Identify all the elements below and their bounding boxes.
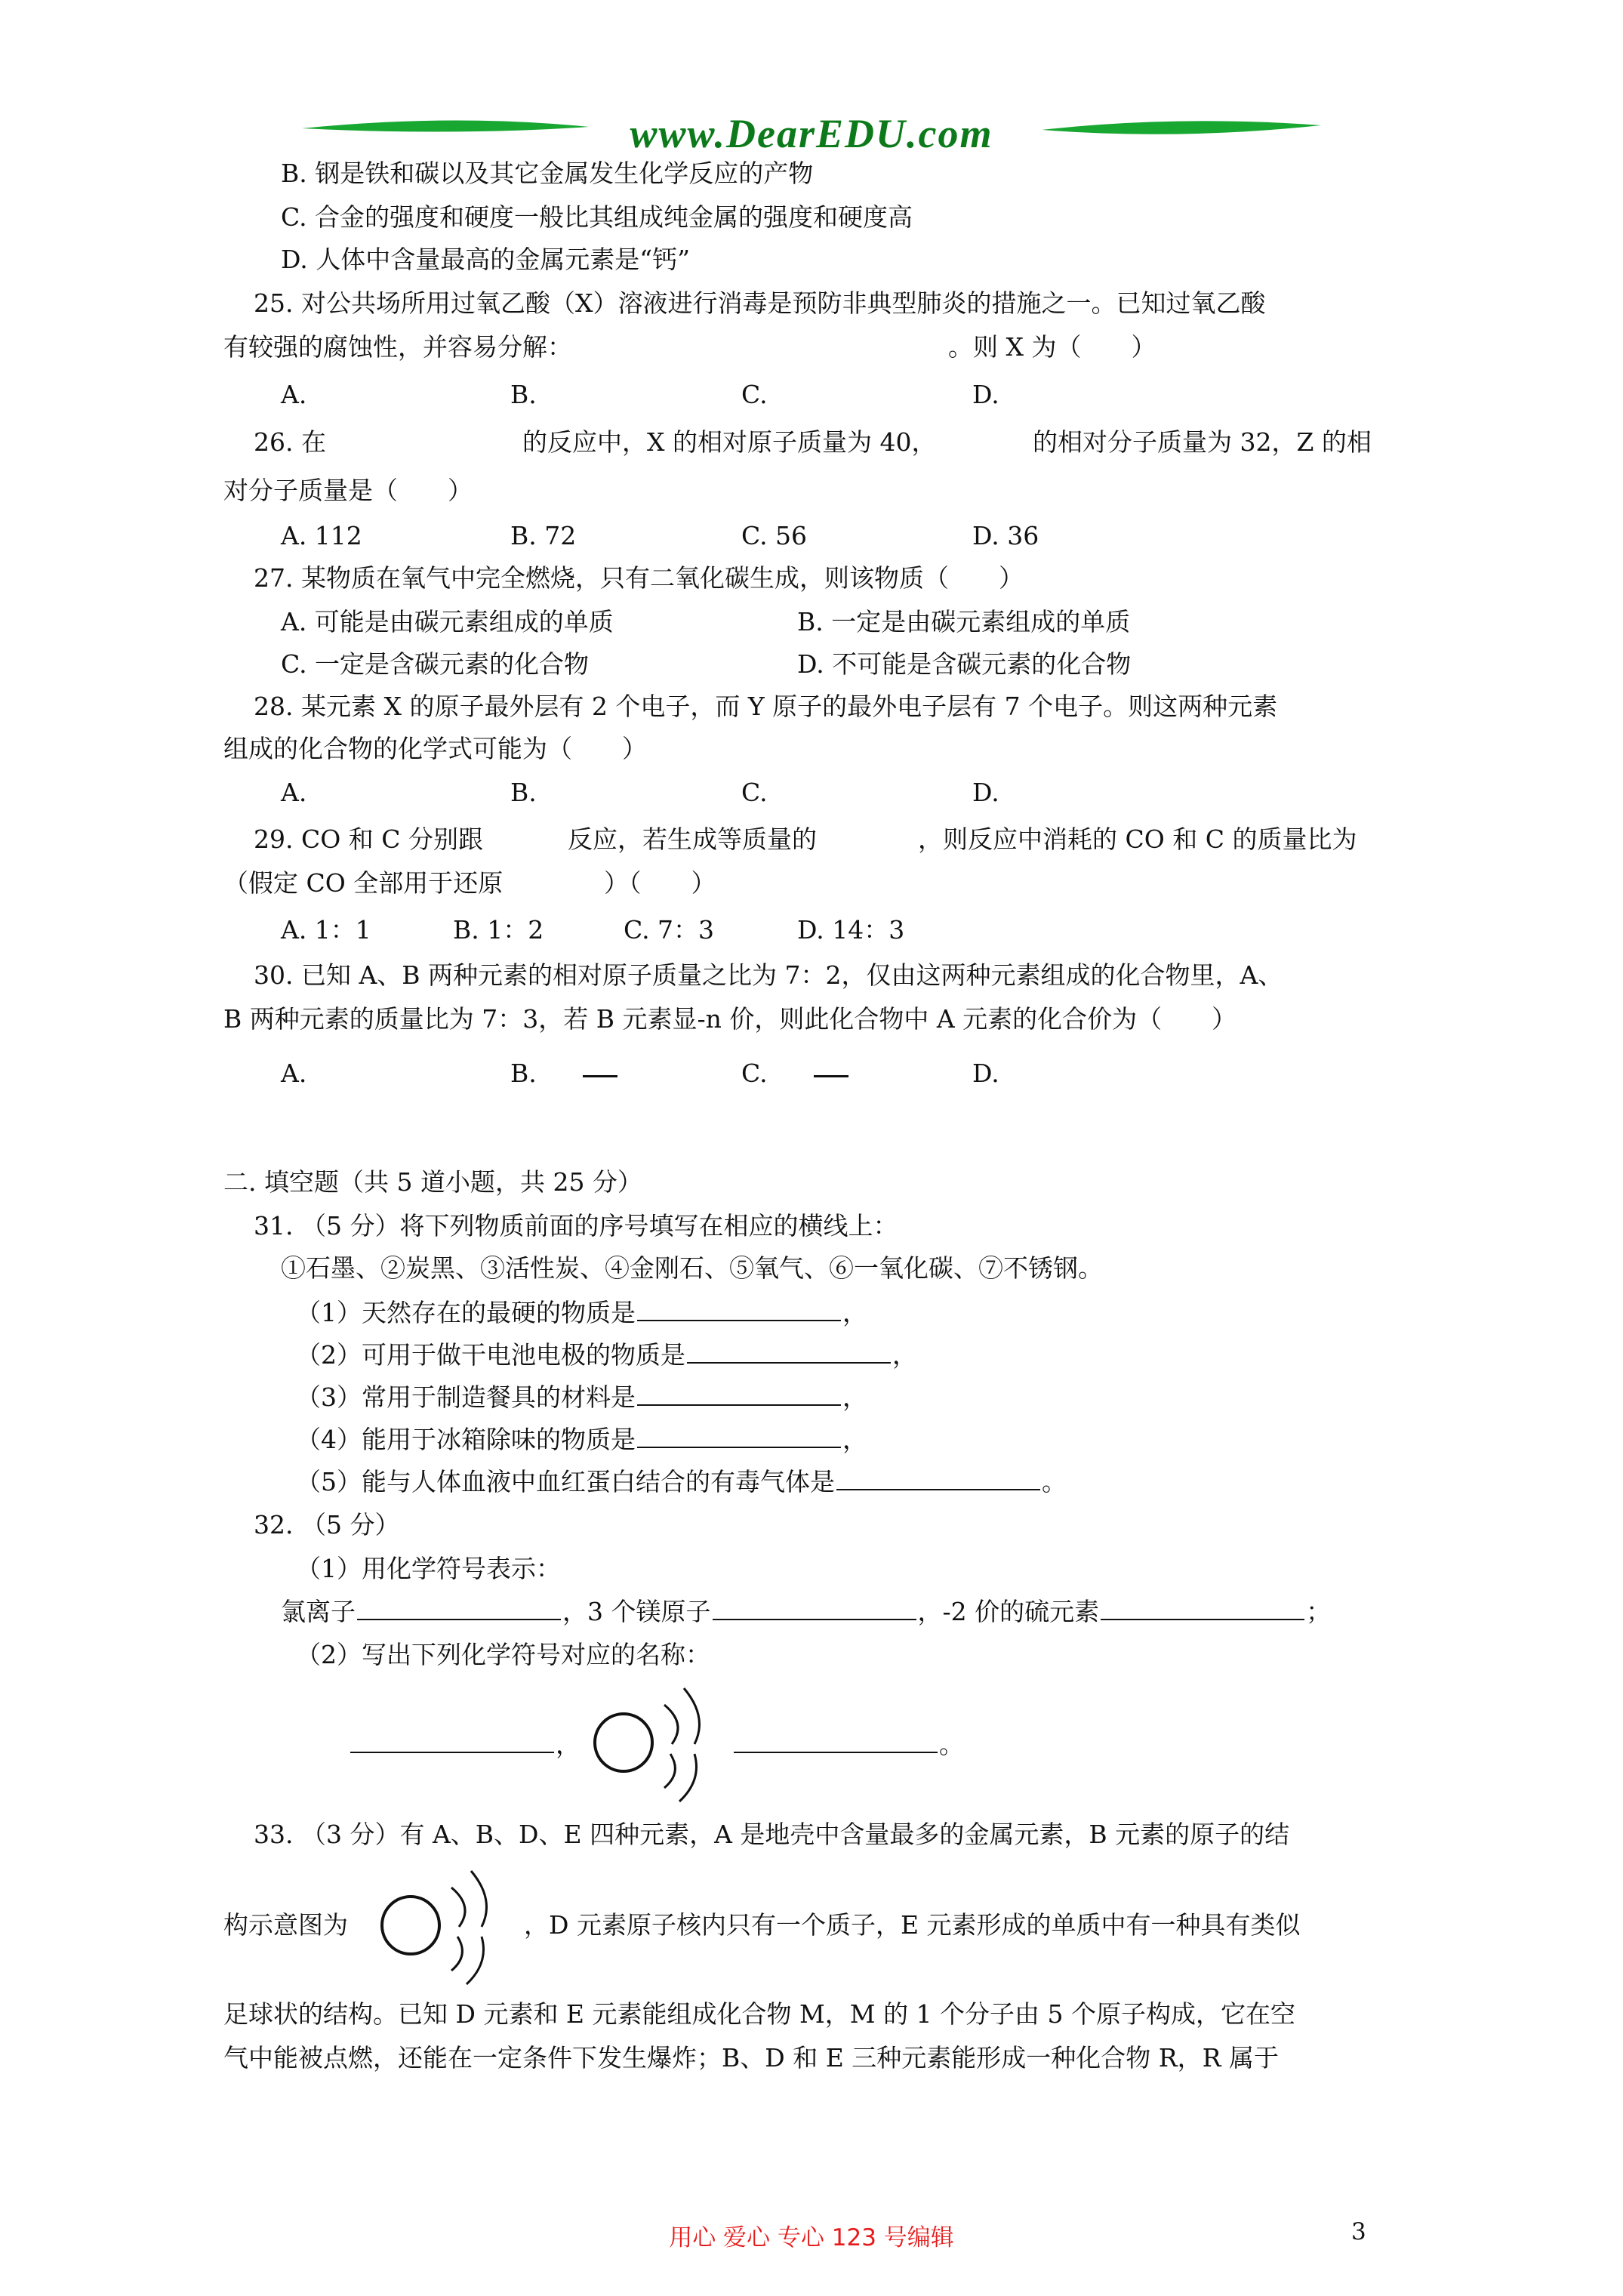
q33-line3: 足球状的结构。已知 D 元素和 E 元素能组成化合物 M，M 的 1 个分子由 5 个原子构成，它在空 — [223, 1999, 1296, 2029]
q29-part-a: 29. CO 和 C 分别跟 — [254, 824, 483, 854]
q25-line2-end: 。则 X 为（ ） — [948, 332, 1156, 362]
q33-line2-end: ，D 元素原子核内只有一个质子，E 元素形成的单质中有一种具有类似 — [524, 1910, 1301, 1940]
answer-blank[interactable] — [350, 1729, 554, 1753]
answer-blank[interactable] — [637, 1382, 841, 1406]
q29-part-c: ，则反应中消耗的 CO 和 C 的质量比为 — [918, 824, 1357, 854]
fraction-bar — [814, 1075, 848, 1077]
q30-option-d: D. — [972, 1059, 999, 1088]
footer-editor-note: 用心 爱心 专心 123 号编辑 — [669, 2224, 954, 2251]
q31-substance-list: ①石墨、②炭黑、③活性炭、④金刚石、⑤氧气、⑥一氧化碳、⑦不锈钢。 — [281, 1253, 1103, 1283]
q32-sub2: （2）写出下列化学符号对应的名称： — [296, 1640, 710, 1669]
q31-item-4: （4）能用于冰箱除味的物质是 ， — [296, 1425, 867, 1454]
q26-part-c: 的相对分子质量为 32，Z 的相 — [1033, 427, 1372, 457]
answer-blank[interactable] — [836, 1466, 1040, 1490]
q29-part-b: 反应，若生成等质量的 — [568, 824, 817, 854]
q32-sub1: （1）用化学符号表示： — [296, 1554, 561, 1583]
q25-option-d: D. — [972, 380, 999, 409]
q27-option-c: C. 一定是含碳元素的化合物 — [281, 649, 590, 679]
q28-line2: 组成的化合物的化学式可能为（ ） — [223, 734, 647, 763]
q26-option-b: B. 72 — [510, 521, 577, 550]
q32-name-line-2: 。 — [732, 1729, 964, 1760]
q31-item-1: （1）天然存在的最硬的物质是 ， — [296, 1298, 867, 1327]
q28-option-c: C. — [741, 778, 768, 807]
q27-option-b: B. 一定是由碳元素组成的单质 — [797, 607, 1131, 636]
q31-item-5: （5）能与人体血液中血红蛋白结合的有毒气体是 。 — [296, 1467, 1067, 1496]
q31-item-2: （2）可用于做干电池电极的物质是 ， — [296, 1340, 917, 1370]
q32-symbol-line: 氯离子 ，3 个镁原子 ，-2 价的硫元素 ； — [281, 1597, 1332, 1626]
q30-option-c: C. — [741, 1059, 768, 1088]
q29-part-d: （假定 CO 全部用于还原 — [223, 868, 504, 898]
q26-line2: 对分子质量是（ ） — [223, 476, 473, 505]
q26-part-b: 的反应中，X 的相对原子质量为 40， — [522, 427, 937, 457]
answer-blank[interactable] — [1101, 1596, 1304, 1620]
q24-option-d: D. 人体中含量最高的金属元素是“钙” — [281, 245, 691, 274]
answer-blank[interactable] — [687, 1339, 891, 1364]
page-number: 3 — [1351, 2218, 1366, 2245]
q25-line2-start: 有较强的腐蚀性，并容易分解： — [223, 332, 572, 362]
q26-option-a: A. 112 — [281, 521, 362, 550]
section-title: 二. 填空题（共 5 道小题，共 25 分） — [223, 1167, 642, 1197]
q33-line1: 33. （3 分）有 A、B、D、E 四种元素，A 是地壳中含量最多的金属元素，B 元素的原子的结 — [254, 1820, 1290, 1849]
atom-structure-diagram — [376, 1857, 519, 1993]
q29-option-b: B. 1：2 — [453, 915, 544, 945]
q28-option-b: B. — [510, 778, 537, 807]
q27-option-d: D. 不可能是含碳元素的化合物 — [797, 649, 1132, 679]
fraction-bar — [583, 1075, 617, 1077]
atom-structure-diagram — [589, 1675, 732, 1811]
q29-option-c: C. 7：3 — [624, 915, 715, 945]
q26-option-c: C. 56 — [741, 521, 808, 550]
q27-line1: 27. 某物质在氧气中完全燃烧，只有二氧化碳生成，则该物质（ ） — [254, 563, 1024, 593]
q30-line1: 30. 已知 A、B 两种元素的相对原子质量之比为 7：2，仅由这两种元素组成的化合物里，A、 — [254, 960, 1283, 990]
q30-line2: B 两种元素的质量比为 7：3，若 B 元素显-n 价，则此化合物中 A 元素的化合价为（ ） — [223, 1004, 1237, 1034]
q26-part-a: 26. 在 — [254, 427, 326, 457]
q24-option-c: C. 合金的强度和硬度一般比其组成纯金属的强度和硬度高 — [281, 202, 913, 232]
answer-blank[interactable] — [713, 1596, 916, 1620]
answer-blank[interactable] — [357, 1596, 561, 1620]
q30-option-b: B. — [510, 1059, 537, 1088]
q29-option-d: D. 14：3 — [797, 915, 905, 945]
q31-intro: 31. （5 分）将下列物质前面的序号填写在相应的横线上： — [254, 1211, 898, 1240]
q25-option-a: A. — [281, 380, 307, 409]
answer-blank[interactable] — [637, 1424, 841, 1448]
q25-option-b: B. — [510, 380, 537, 409]
q26-option-d: D. 36 — [972, 521, 1039, 550]
q27-option-a: A. 可能是由碳元素组成的单质 — [281, 607, 614, 636]
header-site-name[interactable]: www.DearEDU.com — [630, 111, 993, 156]
q32-title: 32. （5 分） — [254, 1510, 400, 1539]
q29-part-e: ）（ ） — [604, 868, 716, 898]
answer-blank[interactable] — [734, 1729, 938, 1753]
q32-name-line-1: ， — [349, 1729, 581, 1760]
q25-option-c: C. — [741, 380, 768, 409]
answer-blank[interactable] — [637, 1297, 841, 1321]
q33-line4: 气中能被点燃，还能在一定条件下发生爆炸；B、D 和 E 三种元素能形成一种化合物 R，R 属于 — [223, 2043, 1279, 2073]
q25-line1: 25. 对公共场所用过氧乙酸（X）溶液进行消毒是预防非典型肺炎的措施之一。已知过氧乙酸 — [254, 288, 1266, 318]
q29-option-a: A. 1：1 — [281, 915, 371, 945]
q24-option-b: B. 钢是铁和碳以及其它金属发生化学反应的产物 — [281, 159, 814, 188]
q28-line1: 28. 某元素 X 的原子最外层有 2 个电子，而 Y 原子的最外电子层有 7 个电子。则这两种元素 — [254, 692, 1278, 721]
q33-line2-start: 构示意图为 — [223, 1910, 348, 1940]
q30-option-a: A. — [281, 1059, 307, 1088]
q31-item-3: （3）常用于制造餐具的材料是 ， — [296, 1382, 867, 1412]
q28-option-a: A. — [281, 778, 307, 807]
q28-option-d: D. — [972, 778, 999, 807]
